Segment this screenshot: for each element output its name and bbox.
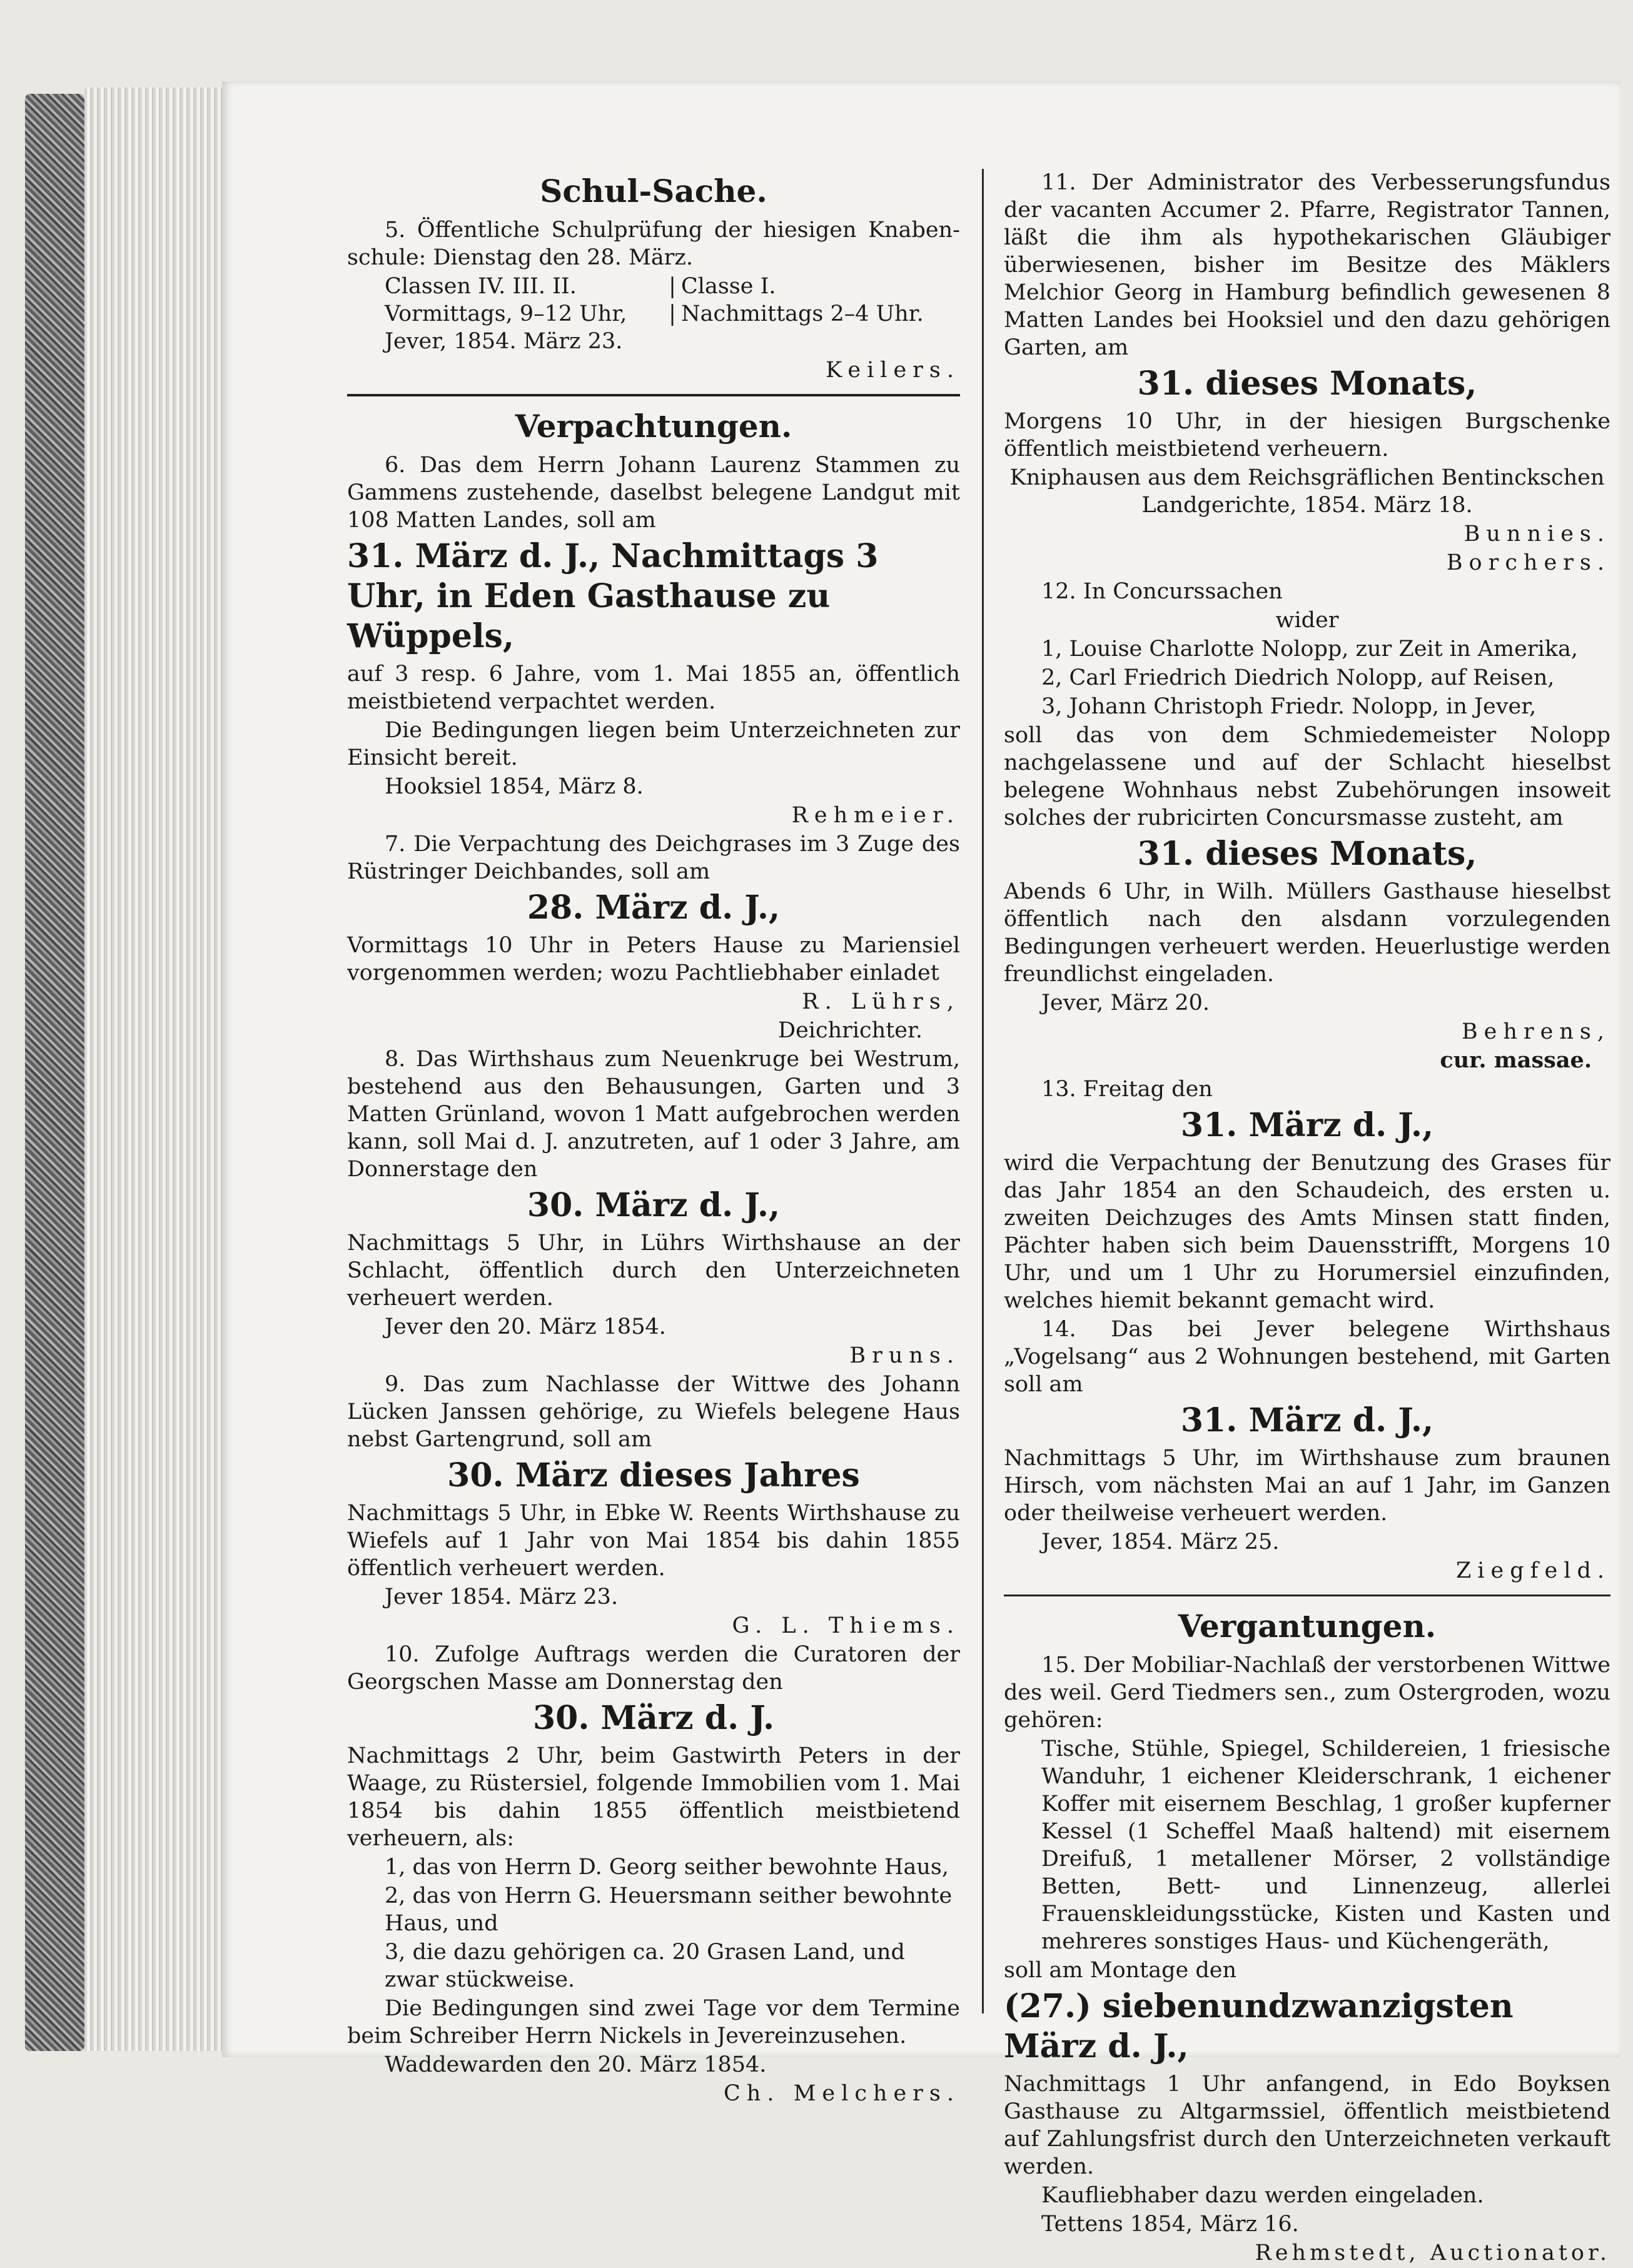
notice-11-signature: Bunnies.	[1464, 522, 1610, 547]
notice-5-dateline: Jever, 1854. März 23.	[385, 329, 623, 354]
notice-12-text: 12. In Concurssachen	[1041, 579, 1283, 604]
notice-6-text3: Die Bedingungen liegen beim Unterzeichneten zur Einsicht bereit.	[347, 718, 960, 770]
notice-7-date: 28. März d. J.,	[527, 889, 781, 927]
notice-9-dateline: Jever 1854. März 23.	[385, 1585, 619, 1610]
notice-15-items: Tische, Stühle, Spiegel, Schildereien, 1 friesische Wanduhr, 1 eichener Kleiderschrank, 1 eichener Koffer mit eisernem Beschlag, 1 großer kupferner Kessel (1 Scheffel Maaß haltend) mit eisernem Dreifuß, 1 metallener Mörser, 2 vollständige Betten, Bett- und Linnenzeug, allerlei Frauenskleidungsstücke, Kisten und Kasten und mehreres sonstiges Haus- und Küchengeräth,	[1041, 1736, 1610, 1954]
notice-12-item-2: 2, Carl Friedrich Diedrich Nolopp, auf Reisen,	[1041, 665, 1555, 690]
notice-15-text: 15. Der Mobiliar-Nachlaß der verstorbenen Wittwe des weil. Gerd Tiedmers sen., zum Ostergroden, wozu gehören:	[1004, 1653, 1610, 1733]
notice-7-signature: R. Lührs,	[802, 989, 960, 1014]
school-schedule	[385, 273, 960, 328]
notice-5-signature: Keilers.	[826, 358, 960, 383]
notice-9-text2: Nachmittags 5 Uhr, in Ebke W. Reents Wirthshause zu Wiefels auf 1 Jahr von Mai 1854 bis dahin 1855 öffentlich verheuert werden.	[347, 1501, 960, 1581]
notice-15-dateline: Tettens 1854, März 16.	[1041, 2212, 1299, 2237]
schedule-divider: |	[669, 274, 676, 299]
notice-6-date: 31. März d. J., Nachmittags 3 Uhr, in Eden Gasthause zu Wüppels,	[347, 537, 879, 655]
notice-10-text3: Die Bedingungen sind zwei Tage vor dem Termine beim Schreiber Herrn Nickels in Jevereinzusehen.	[347, 1996, 960, 2049]
notice-9-date: 30. März dieses Jahres	[447, 1456, 860, 1494]
notice-15-date: (27.) siebenundzwanzigsten März d. J.,	[1004, 1987, 1514, 2065]
notice-14-text2: Nachmittags 5 Uhr, im Wirthshause zum braunen Hirsch, vom nächsten Mai an auf 1 Jahr, im Ganzen oder theilweise verheuert werden.	[1004, 1446, 1610, 1526]
section-rule	[347, 394, 960, 396]
notice-12-date: 31. dieses Monats,	[1137, 835, 1477, 873]
notice-8-dateline: Jever den 20. März 1854.	[385, 1314, 666, 1339]
notice-14-signature: Ziegfeld.	[1455, 1558, 1610, 1583]
notice-8-text2: Nachmittags 5 Uhr, in Lührs Wirthshause an der Schlacht, öffentlich durch den Unterzeichneten verheuert werden.	[347, 1231, 960, 1311]
notice-11-text: 11. Der Administrator des Verbesserungsfundus der vacanten Accumer 2. Pfarre, Registrator Tannen, läßt die ihm als hypothekarischen Gläubiger überwiesenen, bisher im Besitze des Mäklers Melchior Georg in Hamburg befindlich gewesenen 8 Matten Landes bei Hooksiel und den dazu gehörigen Garten, am	[1004, 170, 1610, 360]
book-binding	[25, 94, 84, 2051]
notice-5-text: 5. Öffentliche Schulprüfung der hiesigen Knaben-schule: Dienstag den 28. März.	[347, 218, 960, 270]
notice-10-item-2: 2, das von Herrn G. Heuersmann seither bewohnte Haus, und	[385, 1883, 953, 1936]
notice-12-text3: Abends 6 Uhr, in Wilh. Müllers Gasthause hieselbst öffentlich nach den alsdann vorzulegenden Bedingungen verheuert werden. Heuerlustige werden freundlichst eingeladen.	[1004, 879, 1610, 987]
classes-right: Classe I.	[681, 274, 776, 299]
notice-7-text: 7. Die Verpachtung des Deichgrases im 3 Zuge des Rüstringer Deichbandes, soll am	[347, 832, 960, 884]
notice-6-dateline: Hooksiel 1854, März 8.	[385, 774, 644, 799]
notice-9-signature: G. L. Thiems.	[732, 1613, 960, 1638]
times-left: Vormittags, 9–12 Uhr,	[385, 301, 627, 326]
classes-left: Classen IV. III. II.	[385, 274, 577, 299]
notice-10-item-3: 3, die dazu gehörigen ca. 20 Grasen Land, und zwar stückweise.	[385, 1940, 905, 1992]
notice-7-text2: Vormittags 10 Uhr in Peters Hause zu Mariensiel vorgenommen werden; wozu Pachtliebhaber einladet	[347, 933, 960, 985]
newspaper-page	[222, 81, 1620, 2265]
notice-12-wider: wider	[1275, 608, 1339, 633]
notice-6-signature: Rehmeier.	[791, 803, 960, 828]
notice-15-text3: Nachmittags 1 Uhr anfangend, in Edo Boyksen Gasthause zu Altgarmssiel, öffentlich meistbietend auf Zahlungsfrist durch den Unterzeichneten verkauft werden.	[1004, 2072, 1610, 2179]
notice-7-role: Deichrichter.	[778, 1018, 923, 1043]
notice-9-text: 9. Das zum Nachlasse der Wittwe des Johann Lücken Janssen gehörige, zu Wiefels belegene Haus nebst Gartengrund, soll am	[347, 1372, 960, 1452]
notice-14-text: 14. Das bei Jever belegene Wirthshaus „Vogelsang“ aus 2 Wohnungen bestehend, mit Garten soll am	[1004, 1317, 1610, 1397]
times-right: Nachmittags 2–4 Uhr.	[681, 301, 924, 326]
notice-10-text2: Nachmittags 2 Uhr, beim Gastwirth Peters in der Waage, zu Rüstersiel, folgende Immobilien vom 1. Mai 1854 bis dahin 1855 öffentlich meistbietend verheuern, als:	[347, 1743, 960, 1851]
notice-12-signature: Behrens,	[1461, 1019, 1610, 1044]
left-column	[347, 169, 960, 2109]
notice-8-text: 8. Das Wirthshaus zum Neuenkruge bei Westrum, bestehend aus den Behausungen, Garten und 3 Matten Grünland, wovon 1 Matt aufgebrochen werden kann, soll Mai d. J. anzutreten, auf 1 oder 3 Jahre, am Donnerstage den	[347, 1047, 960, 1182]
notice-6-text: 6. Das dem Herrn Johann Laurenz Stammen zu Gammens zustehende, daselbst belegene Landgut mit 108 Matten Landes, soll am	[347, 453, 960, 533]
notice-11-text2: Morgens 10 Uhr, in der hiesigen Burgschenke öffentlich meistbietend verheuern.	[1004, 409, 1610, 461]
right-column	[1004, 169, 1610, 2268]
notice-8-date: 30. März d. J.,	[527, 1186, 781, 1224]
notice-13-date: 31. März d. J.,	[1180, 1106, 1434, 1144]
notice-12-text2: soll das von dem Schmiedemeister Nolopp nachgelassene und auf der Schlacht hieselbst belegene Wohnhaus nebst Zubehörungen insoweit solches der rubricirten Concursmasse zusteht, am	[1004, 723, 1610, 830]
notice-12-dateline: Jever, März 20.	[1041, 990, 1210, 1016]
page-edges	[84, 88, 222, 2051]
notice-15-text4: Kaufliebhaber dazu werden eingeladen.	[1041, 2183, 1484, 2208]
notice-15-signature: Rehmstedt, Auctionator.	[1255, 2240, 1610, 2265]
schedule-divider: |	[669, 301, 676, 326]
notice-10-item-1: 1, das von Herrn D. Georg seither bewohnte Haus,	[385, 1855, 949, 1880]
notice-13-text2: wird die Verpachtung der Benutzung des Grases für das Jahr 1854 an den Schaudeich, des ersten u. zweiten Deichzuges des Amts Minsen statt finden, Pächter haben sich beim Dauensstrifft, Morgens 10 Uhr, und um 1 Uhr zu Horumersiel einzufinden, welches hiemit bekannt gemacht wird.	[1004, 1151, 1610, 1313]
notice-6-text2: auf 3 resp. 6 Jahre, vom 1. Mai 1855 an, öffentlich meistbietend verpachtet werden.	[347, 662, 960, 714]
notice-10-signature: Ch. Melchers.	[724, 2081, 960, 2106]
notice-14-dateline: Jever, 1854. März 25.	[1041, 1530, 1280, 1555]
notice-10-date: 30. März d. J.	[532, 1699, 775, 1737]
notice-15-text2: soll am Montage den	[1004, 1958, 1237, 1983]
notice-12-item-1: 1, Louise Charlotte Nolopp, zur Zeit in Amerika,	[1041, 637, 1578, 662]
notice-10-text: 10. Zufolge Auftrags werden die Curatoren der Georgschen Masse am Donnerstag den	[347, 1642, 960, 1695]
column-divider	[982, 169, 984, 2013]
section-title-school: Schul-Sache.	[540, 173, 767, 209]
notice-11-date: 31. dieses Monats,	[1137, 365, 1477, 403]
section-rule	[1004, 1595, 1610, 1596]
section-title-leases: Verpachtungen.	[515, 408, 792, 445]
notice-12-item-3: 3, Johann Christoph Friedr. Nolopp, in Jever,	[1041, 694, 1537, 719]
notice-14-date: 31. März d. J.,	[1180, 1401, 1434, 1439]
notice-10-dateline: Waddewarden den 20. März 1854.	[385, 2052, 767, 2077]
section-title-auctions: Vergantungen.	[1178, 1608, 1437, 1645]
notice-13-text: 13. Freitag den	[1041, 1077, 1213, 1102]
notice-8-signature: Bruns.	[849, 1343, 960, 1368]
notice-12-role: cur. massae.	[1440, 1047, 1592, 1073]
notice-11-text3: Kniphausen aus dem Reichsgräflichen Bentinckschen Landgerichte, 1854. März 18.	[1009, 465, 1605, 518]
notice-11-signature-2: Borchers.	[1446, 550, 1610, 575]
